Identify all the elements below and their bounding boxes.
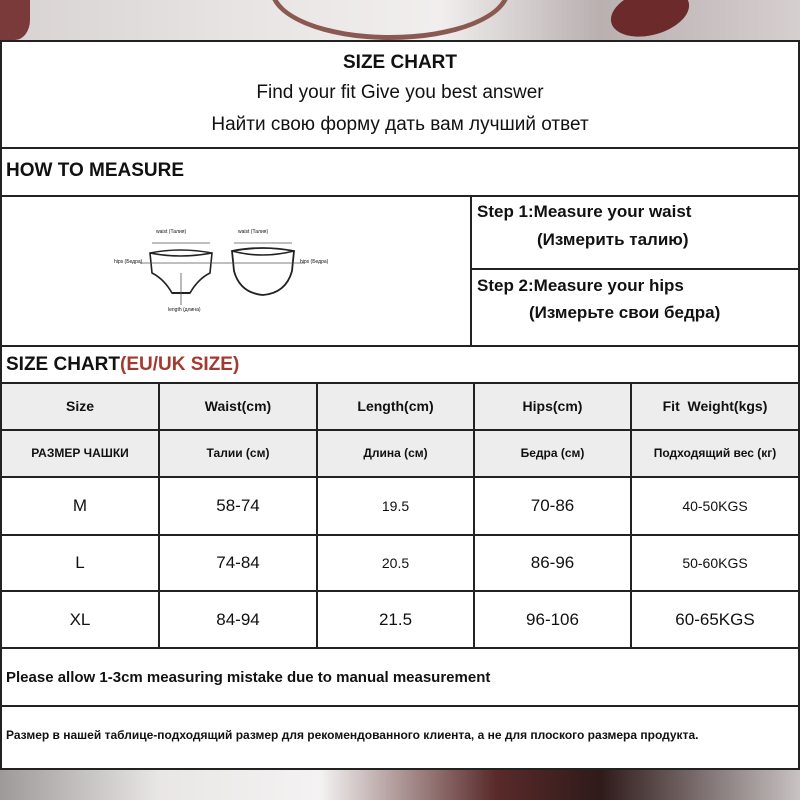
size-disclaimer: Размер в нашей таблице-подходящий размер для рекомендованного клиента, а не для плоского размера продукта. <box>6 728 699 742</box>
briefs-diagram-icon <box>110 223 370 323</box>
size-chart-heading <box>6 354 239 376</box>
waist-cell: 74-84 <box>216 553 260 572</box>
column-header: Length(cm) <box>357 398 434 414</box>
table-line <box>0 590 800 592</box>
step1-title: Step 1:Measure your waist <box>477 202 692 221</box>
table-line <box>630 382 632 647</box>
step2-title: Step 2:Measure your hips <box>477 276 684 295</box>
size-chart-heading-accent: (EU/UK SIZE) <box>120 354 240 375</box>
step2-russian: (Измерьте свои бедра) <box>529 303 721 322</box>
background-photo-top <box>0 0 800 40</box>
diagram-label-waist: waist (Талия) <box>156 229 187 235</box>
column-header-russian: Бедра (см) <box>520 446 585 460</box>
length-cell: 20.5 <box>381 555 410 571</box>
size-cell: XL <box>69 610 91 629</box>
table-line <box>0 647 800 649</box>
divider <box>470 197 472 345</box>
divider <box>0 705 800 707</box>
divider <box>0 147 800 149</box>
subtitle-russian: Найти свою форму дать вам лучший ответ <box>211 114 589 135</box>
weight-cell: 40-50KGS <box>682 498 748 514</box>
column-header-russian: РАЗМЕР ЧАШКИ <box>31 446 129 460</box>
table-line <box>0 429 800 431</box>
step1-russian: (Измерить талию) <box>537 230 689 249</box>
size-cell: M <box>72 496 88 515</box>
border-line <box>0 40 800 42</box>
divider <box>0 195 800 197</box>
size-chart-sheet <box>0 40 800 770</box>
column-header-russian: Талии (см) <box>206 446 270 460</box>
column-header: Size <box>65 398 94 414</box>
waist-cell: 84-94 <box>216 610 260 629</box>
table-line <box>0 476 800 478</box>
decorative-petal <box>0 0 30 40</box>
weight-cell: 60-65KGS <box>675 610 755 629</box>
length-cell: 21.5 <box>378 610 413 629</box>
column-header: Waist(cm) <box>204 398 272 414</box>
measurement-note: Please allow 1-3cm measuring mistake due to manual measurement <box>6 669 491 686</box>
diagram-label-length: length (длина) <box>168 307 201 313</box>
decorative-ring <box>270 0 510 40</box>
column-header: Hips(cm) <box>522 398 583 414</box>
size-chart-heading-main: SIZE CHART <box>6 354 120 375</box>
measurement-diagram <box>110 223 370 323</box>
column-header-russian: Длина (см) <box>363 446 428 460</box>
column-header: Fit Weight(kgs) <box>662 398 768 414</box>
border-line <box>0 768 800 770</box>
hips-cell: 96-106 <box>526 610 579 629</box>
table-line <box>316 382 318 647</box>
background-photo-bottom <box>0 770 800 800</box>
hips-cell: 70-86 <box>530 496 575 515</box>
how-to-measure-heading: HOW TO MEASURE <box>6 160 185 181</box>
decorative-petal <box>606 0 695 45</box>
diagram-label-hips: hips (Бедра) <box>114 259 143 265</box>
waist-cell: 58-74 <box>216 496 260 515</box>
weight-cell: 50-60KGS <box>682 555 748 571</box>
table-line <box>0 534 800 536</box>
divider <box>0 345 800 347</box>
column-header-russian: Подходящий вес (кг) <box>653 446 777 460</box>
diagram-label-hips: hips (Бедра) <box>300 259 329 265</box>
hips-cell: 86-96 <box>530 553 575 572</box>
subtitle-english: Find your fit Give you best answer <box>256 82 544 103</box>
length-cell: 19.5 <box>381 498 410 514</box>
diagram-label-waist: waist (Талия) <box>238 229 269 235</box>
size-cell: L <box>75 553 85 572</box>
divider <box>470 268 800 270</box>
page-title: SIZE CHART <box>343 52 457 73</box>
